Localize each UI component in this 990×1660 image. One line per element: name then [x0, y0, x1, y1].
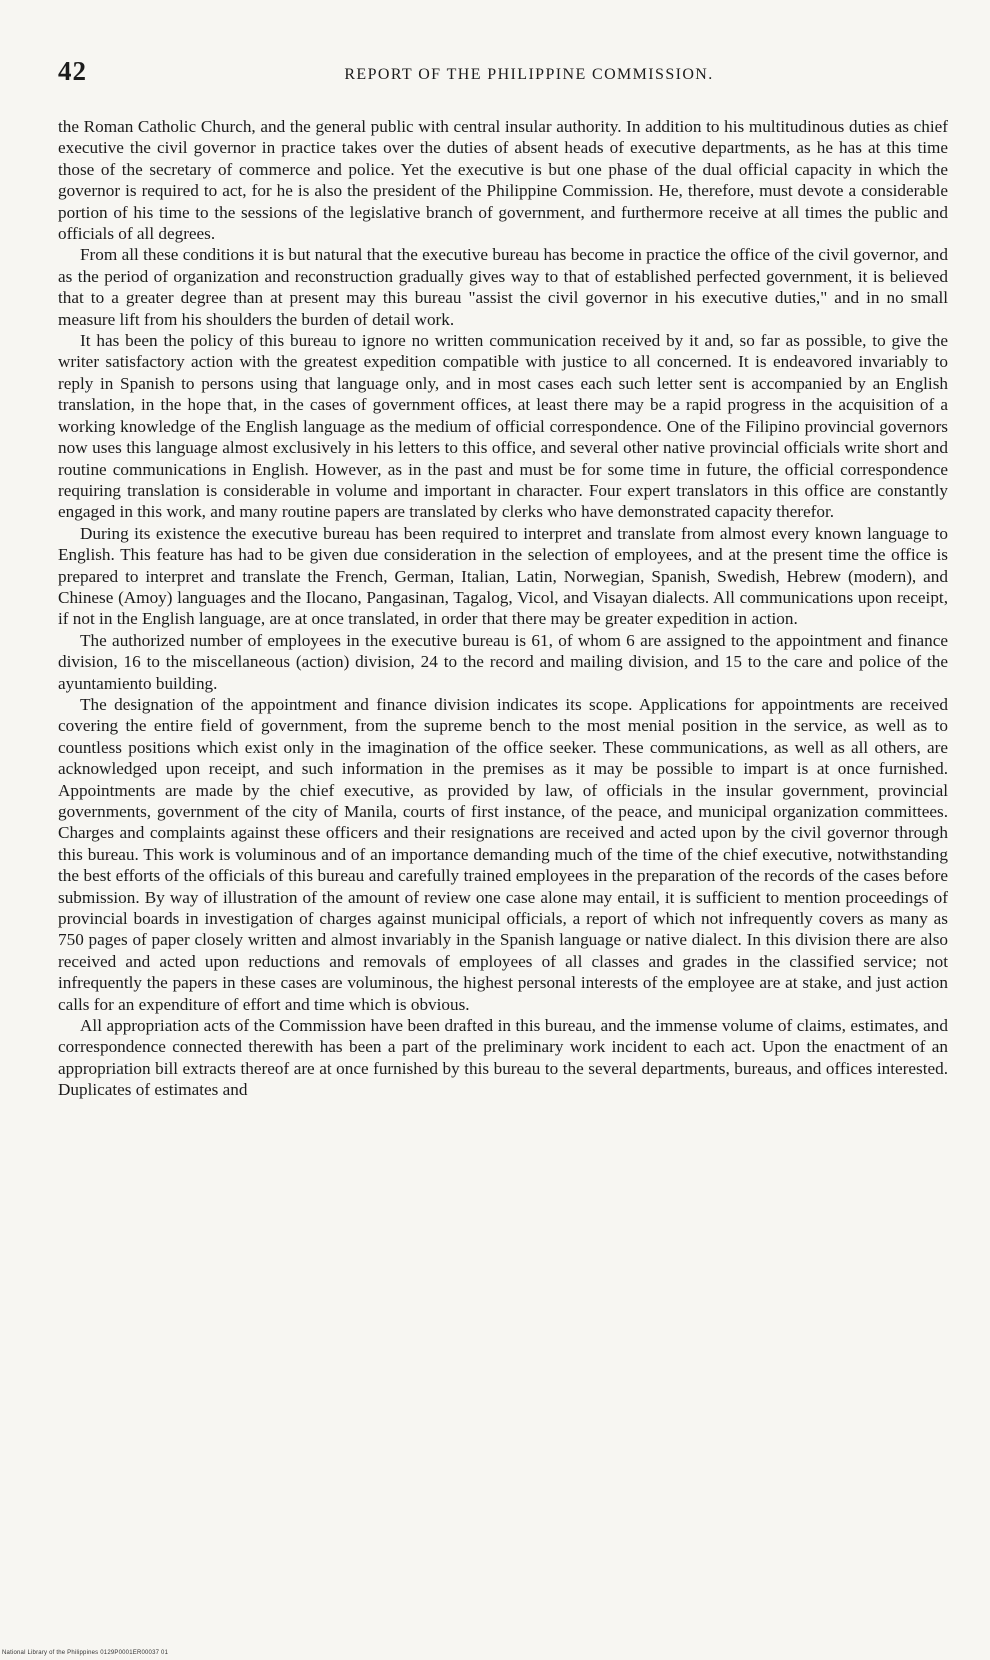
paragraph-3: It has been the policy of this bureau to ignore no written communication received by it and, so far as possible, to give the writer satisfactory action with the greatest expedition compatible with justice to all concerned. It is endeavored invariably to reply in Spanish to persons using that language only, and in most cases each such letter sent is accompanied by an English translation, in the hope that, in the cases of government offices, at least there may be a rapid progress in the acquisition of a working knowledge of the English language as the medium of official correspondence. One of the Filipino provincial governors now uses this language almost exclusively in his letters to this office, and several other native provincial officials write short and routine communications in English. However, as in the past and must be for some time in future, the official correspondence requiring translation is considerable in volume and important in character. Four expert translators in this office are constantly engaged in this work, and many routine papers are translated by clerks who have demonstrated capacity therefor.: [58, 331, 948, 522]
paragraph-5: The authorized number of employees in the executive bureau is 61, of whom 6 are assigned to the appointment and finance division, 16 to the miscellaneous (action) division, 24 to the record and mailing division, and 15 to the care and police of the ayuntamiento building.: [58, 630, 948, 693]
paragraph-6: The designation of the appointment and finance division indicates its scope. Applications for appointments are received covering the entire field of government, from the supreme bench to the most menial position in the service, as well as to countless positions which exist only in the imagination of the office seeker. These communications, as well as all others, are acknowledged upon receipt, and such information in the premises as it may be possible to impart is at once furnished. Appointments are made by the chief executive, as provided by law, of officials in the insular government, provincial governments, government of the city of Manila, courts of first instance, of the peace, and municipal organization committees. Charges and complaints against these officers and their resignations are received and acted upon by the civil governor through this bureau. This work is voluminous and of an importance demanding much of the time of the chief executive, notwithstanding the best efforts of the officials of this bureau and carefully trained employees in the preparation of the records of the cases before submission. By way of illustration of the amount of review one case alone may entail, it is sufficient to mention proceedings of provincial boards in investigation of charges against municipal officials, a report of which not infrequently covers as many as 750 pages of paper closely written and almost invariably in the Spanish language or native dialect. In this division there are also received and acted upon reductions and removals of employees of all classes and grades in the classified service; not infrequently the papers in these cases are voluminous, the highest personal interests of the employee are at stake, and just action calls for an expenditure of effort and time which is obvious.: [58, 694, 948, 1014]
paragraph-2: From all these conditions it is but natural that the executive bureau has become in practice the office of the civil governor, and as the period of organization and reconstruction gradually gives way to that of established perfected government, it is believed that to a greater degree than at present may this bureau "assist the civil governor in his executive duties," and in no small measure lift from his shoulders the burden of detail work.: [58, 245, 948, 329]
scan-credit: National Library of the Philippines 0129P0001ER00037 01: [2, 1650, 169, 1656]
running-head: REPORT OF THE PHILIPPINE COMMISSION.: [344, 66, 714, 83]
document-page: [44, 52, 954, 1612]
paragraph-7: All appropriation acts of the Commission have been drafted in this bureau, and the immense volume of claims, estimates, and correspondence connected therewith has been a part of the preliminary work incident to each act. Upon the enactment of an appropriation bill extracts thereof are at once furnished by this bureau to the several departments, bureaus, and offices interested. Duplicates of estimates and: [58, 1016, 948, 1100]
paragraph-4: During its existence the executive bureau has been required to interpret and translate from almost every known language to English. This feature has had to be given due consideration in the selection of employees, and at the present time the office is prepared to interpret and translate the French, German, Italian, Latin, Norwegian, Spanish, Swedish, Hebrew (modern), and Chinese (Amoy) languages and the Ilocano, Pangasinan, Tagalog, Vicol, and Visayan dialects. All communications upon receipt, if not in the English language, are at once translated, in order that there may be greater expedition in action.: [58, 523, 948, 629]
paragraph-1: the Roman Catholic Church, and the general public with central insular authority. In addition to his multitudinous duties as chief executive the civil governor in practice takes over the duties of absent heads of executive departments, as he has at this time those of the secretary of commerce and police. Yet the executive is but one phase of the dual official capacity in which the governor is required to act, for he is also the president of the Philippine Commission. He, therefore, must devote a considerable portion of his time to the sessions of the legislative branch of government, and furthermore receive at all times the public and officials of all degrees.: [58, 117, 948, 244]
page-number: 42: [58, 56, 87, 86]
page-header: [44, 52, 954, 94]
body-text: [58, 116, 948, 1101]
